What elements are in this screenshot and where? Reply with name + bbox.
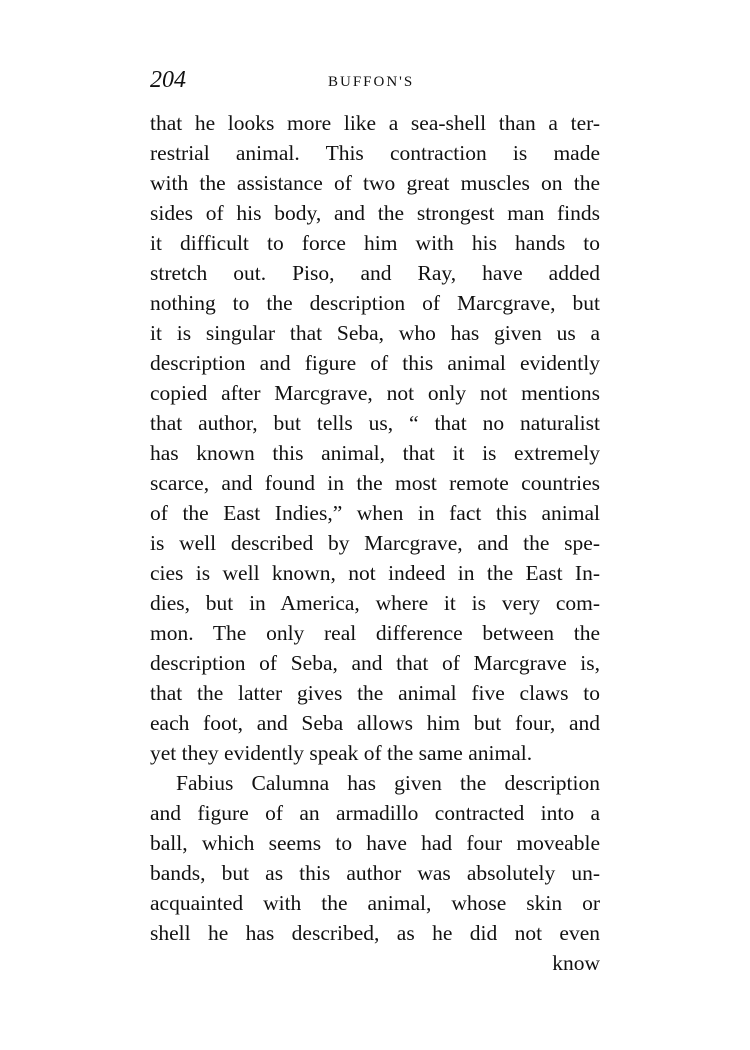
- catchword: know: [552, 951, 600, 975]
- text-line: has known this animal, that it is extremely: [150, 441, 600, 465]
- text-line: it difficult to force him with his hands to: [150, 231, 600, 255]
- text-line: that the latter gives the animal five claws to: [150, 681, 600, 705]
- text-line: and figure of an armadillo contracted into a: [150, 801, 600, 825]
- paragraph-1: [150, 108, 600, 768]
- text-line: of the East Indies,” when in fact this animal: [150, 501, 600, 525]
- text-line: copied after Marcgrave, not only not mentions: [150, 381, 600, 405]
- text-line: nothing to the description of Marcgrave, but: [150, 291, 600, 315]
- text-line: sides of his body, and the strongest man finds: [150, 201, 600, 225]
- text-line: that author, but tells us, “ that no naturalist: [150, 411, 600, 435]
- text-line: dies, but in America, where it is very com-: [150, 591, 600, 615]
- text-line: acquainted with the animal, whose skin or: [150, 891, 600, 915]
- text-line: cies is well known, not indeed in the East In-: [150, 561, 600, 585]
- text-line: each foot, and Seba allows him but four, and: [150, 711, 600, 735]
- page-header: [150, 66, 600, 96]
- text-line: shell he has described, as he did not even: [150, 921, 600, 945]
- text-line: Fabius Calumna has given the description: [176, 771, 600, 795]
- body-text: [150, 108, 600, 978]
- running-head: BUFFON'S: [328, 74, 415, 90]
- text-line: with the assistance of two great muscles on the: [150, 171, 600, 195]
- text-line: scarce, and found in the most remote countries: [150, 471, 600, 495]
- text-line: it is singular that Seba, who has given us a: [150, 321, 600, 345]
- text-line: stretch out. Piso, and Ray, have added: [150, 261, 600, 285]
- text-line: mon. The only real difference between the: [150, 621, 600, 645]
- paragraph-2: [150, 768, 600, 948]
- page-number: 204: [150, 67, 186, 93]
- text-line: description of Seba, and that of Marcgrave is,: [150, 651, 600, 675]
- text-line: description and figure of this animal evidently: [150, 351, 600, 375]
- text-line: is well described by Marcgrave, and the spe-: [150, 531, 600, 555]
- text-line: bands, but as this author was absolutely un-: [150, 861, 600, 885]
- text-line: ball, which seems to have had four moveable: [150, 831, 600, 855]
- text-line: that he looks more like a sea-shell than a ter-: [150, 111, 600, 135]
- text-line: yet they evidently speak of the same animal.: [150, 741, 533, 765]
- text-line: restrial animal. This contraction is made: [150, 141, 600, 165]
